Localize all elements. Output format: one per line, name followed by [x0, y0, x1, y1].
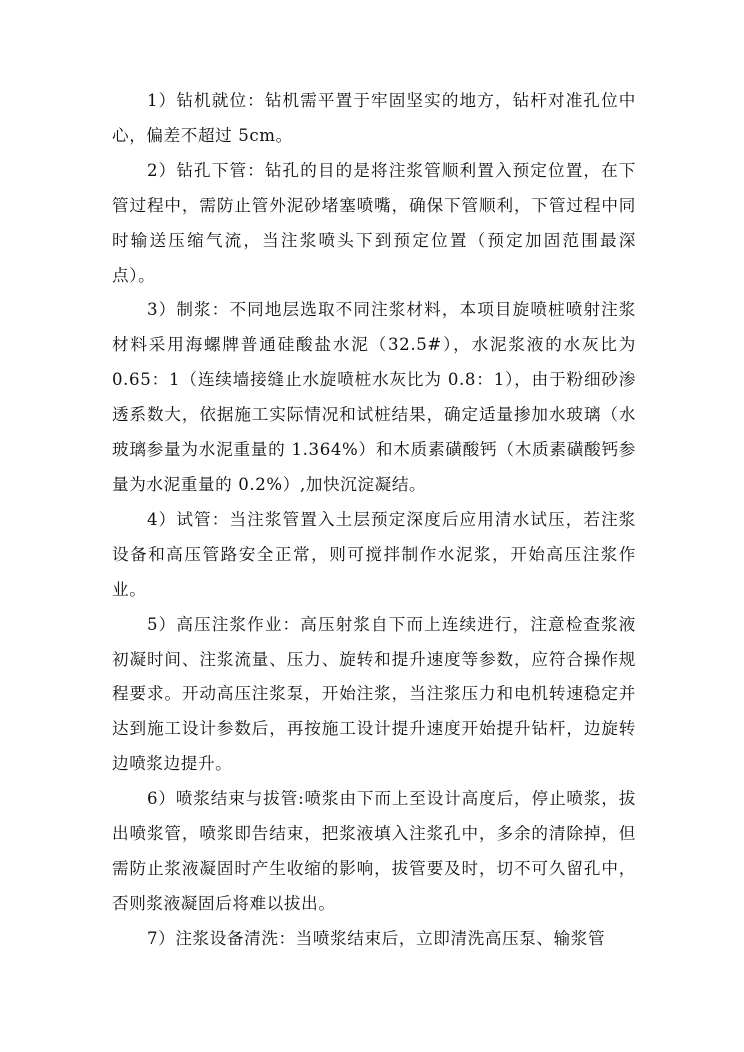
paragraph-step-1: 1）钻机就位：钻机需平置于牢固坚实的地方，钻杆对准孔位中心，偏差不超过 5cm。 [112, 91, 636, 145]
document-body [112, 84, 636, 957]
paragraph-step-2: 2）钻孔下管：钻孔的目的是将注浆管顺利置入预定位置，在下管过程中，需防止管外泥砂堵塞喷嘴，确保下管顺利，下管过程中同时输送压缩气流，当注浆喷头下到预定位置（预定加固范围最深点）。 [112, 160, 636, 285]
paragraph-step-4: 4）试管：当注浆管置入土层预定深度后应用清水试压，若注浆设备和高压管路安全正常，则可搅拌制作水泥浆，开始高压注浆作业。 [112, 509, 636, 599]
paragraph-step-6: 6）喷浆结束与拔管:喷浆由下而上至设计高度后，停止喷浆，拔出喷浆管，喷浆即告结束，把浆液填入注浆孔中，多余的清除掉，但需防止浆液凝固时产生收缩的影响，拔管要及时，切不可久留孔中，否则浆液凝固后将难以拔出。 [112, 789, 636, 913]
paragraph-step-3: 3）制浆：不同地层选取不同注浆材料，本项目旋喷桩喷射注浆材料采用海螺牌普通硅酸盐水泥（32.5#），水泥浆液的水灰比为 0.65：1（连续墙接缝止水旋喷桩水灰比为 0.8：1），由于粉细砂渗透系数大，依据施工实际情况和试桩结果，确定适量掺加水玻璃（水玻璃参量为水泥重量的 1.364%）和木质素磺酸钙（木质素磺酸钙参量为水泥重量的 0.2%）,加快沉淀凝结。 [112, 300, 636, 494]
paragraph-step-5: 5）高压注浆作业：高压射浆自下而上连续进行，注意检查浆液初凝时间、注浆流量、压力、旋转和提升速度等参数，应符合操作规程要求。开动高压注浆泵，开始注浆，当注浆压力和电机转速稳定并达到施工设计参数后，再按施工设计提升速度开始提升钻杆，边旋转边喷浆边提升。 [112, 614, 636, 774]
paragraph-step-7: 7）注浆设备清洗：当喷浆结束后，立即清洗高压泵、输浆管 [147, 928, 606, 948]
